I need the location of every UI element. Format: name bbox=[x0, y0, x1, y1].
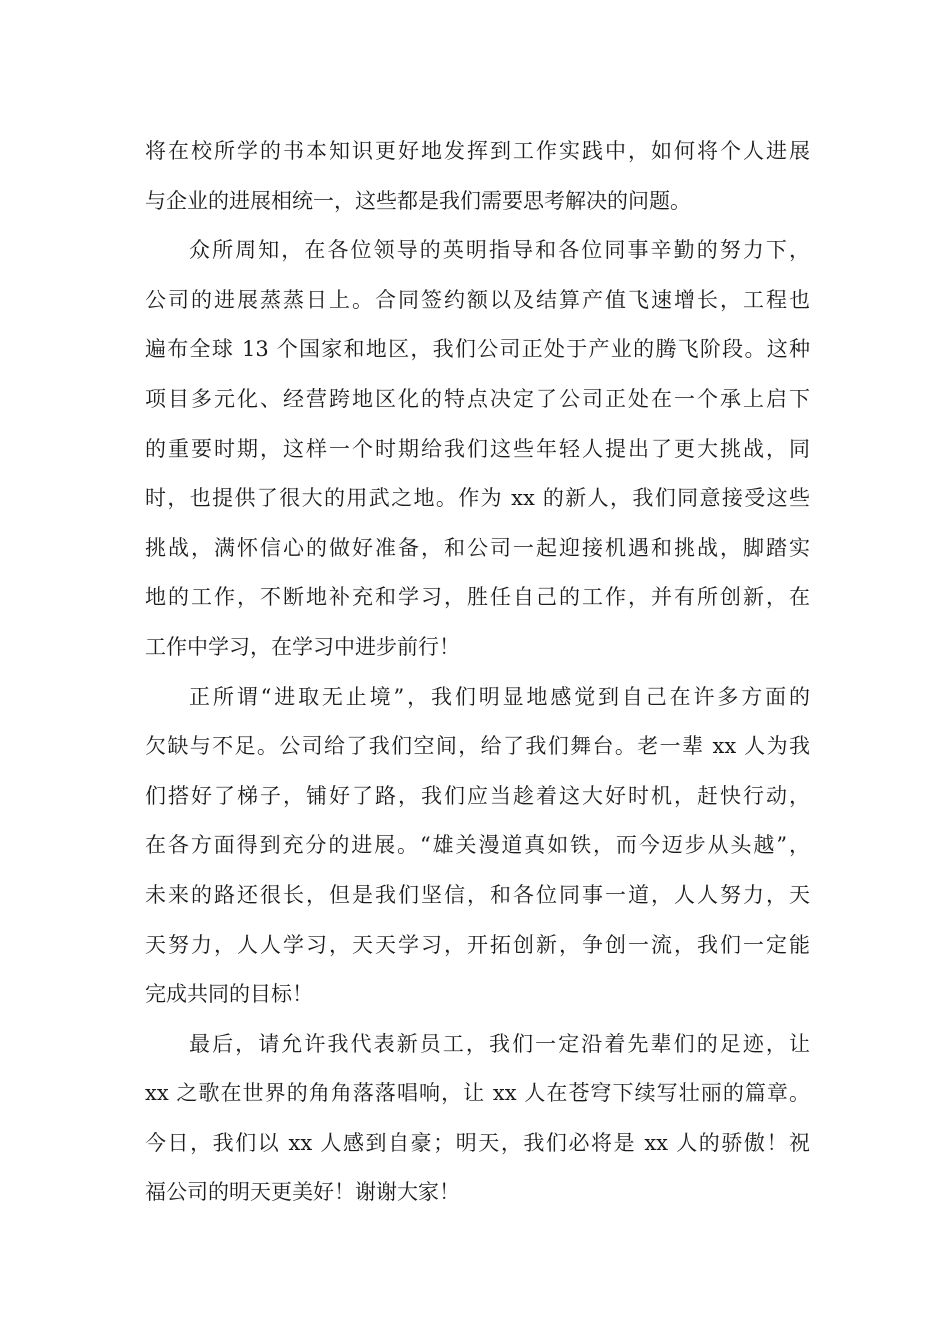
text-line: 天努力，人人学习，天天学习，开拓创新，争创一流，我们一定能 bbox=[145, 932, 810, 957]
paragraph-first-line: 正所谓“进取无止境”，我们明显地感觉到自己在许多方面的 bbox=[189, 684, 810, 709]
body-text bbox=[145, 127, 810, 1218]
text-line: 在各方面得到充分的进展。“雄关漫道真如铁，而今迈步从头越”， bbox=[145, 833, 810, 858]
text-line: xx 之歌在世界的角角落落唱响，让 xx 人在苍穹下续写壮丽的篇章。 bbox=[145, 1081, 810, 1106]
text-line: 工作中学习，在学习中进步前行！ bbox=[145, 634, 460, 659]
paragraph-first-line: 最后，请允许我代表新员工，我们一定沿着先辈们的足迹，让 bbox=[189, 1031, 810, 1056]
text-line: 地的工作，不断地补充和学习，胜任自己的工作，并有所创新，在 bbox=[145, 585, 810, 610]
text-line: 遍布全球 13 个国家和地区，我们公司正处于产业的腾飞阶段。这种 bbox=[145, 337, 810, 362]
text-line: 公司的进展蒸蒸日上。合同签约额以及结算产值飞速增长，工程也 bbox=[145, 287, 810, 312]
text-line: 挑战，满怀信心的做好准备，和公司一起迎接机遇和挑战，脚踏实 bbox=[145, 535, 810, 560]
text-line: 项目多元化、经营跨地区化的特点决定了公司正处在一个承上启下 bbox=[145, 386, 810, 411]
paragraph-first-line: 众所周知，在各位领导的英明指导和各位同事辛勤的努力下， bbox=[189, 238, 810, 263]
text-line: 未来的路还很长，但是我们坚信，和各位同事一道，人人努力，天 bbox=[145, 882, 810, 907]
text-line: 将在校所学的书本知识更好地发挥到工作实践中，如何将个人进展 bbox=[145, 139, 810, 163]
text-line: 福公司的明天更美好！谢谢大家！ bbox=[145, 1180, 460, 1205]
text-line: 欠缺与不足。公司给了我们空间，给了我们舞台。老一辈 xx 人为我 bbox=[145, 734, 810, 759]
text-line: 时，也提供了很大的用武之地。作为 xx 的新人，我们同意接受这些 bbox=[145, 486, 810, 511]
text-line: 今日，我们以 xx 人感到自豪；明天，我们必将是 xx 人的骄傲！祝 bbox=[145, 1130, 810, 1155]
text-line: 与企业的进展相统一，这些都是我们需要思考解决的问题。 bbox=[145, 188, 691, 213]
text-line: 的重要时期，这样一个时期给我们这些年轻人提出了更大挑战，同 bbox=[145, 436, 810, 461]
text-line: 们搭好了梯子，铺好了路，我们应当趁着这大好时机，赶快行动， bbox=[145, 783, 810, 808]
text-line: 完成共同的目标！ bbox=[145, 982, 313, 1007]
